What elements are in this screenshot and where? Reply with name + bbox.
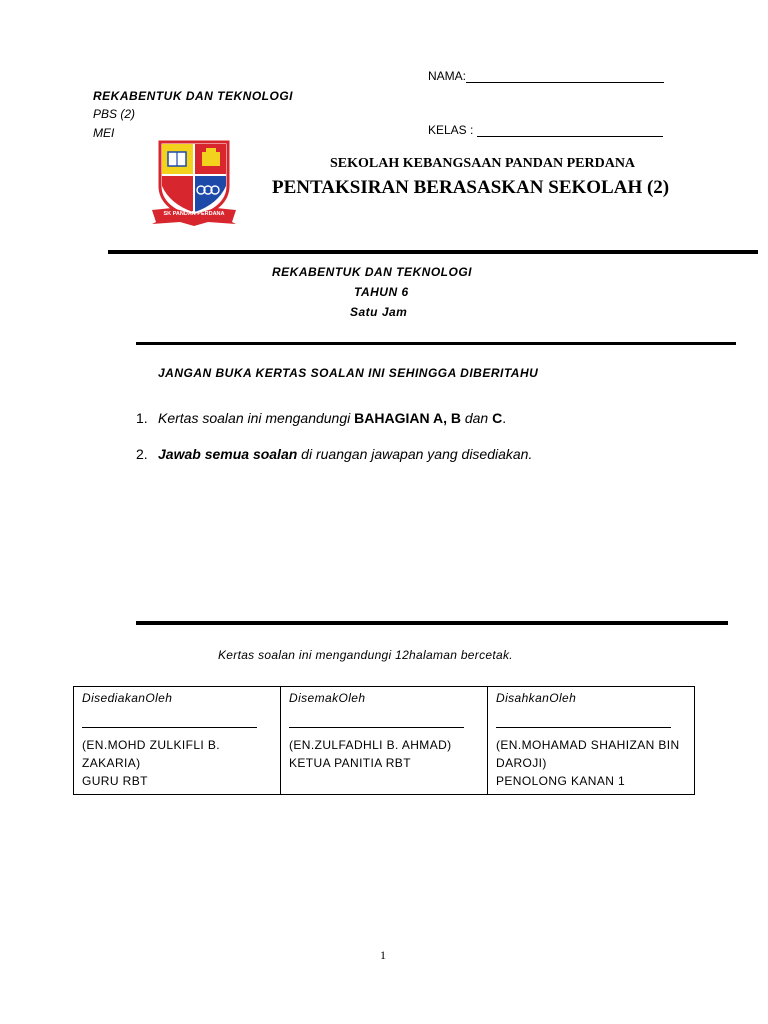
divider-bottom [136,621,728,625]
nama-field[interactable] [428,68,664,83]
instruction-1-text-mid: dan [460,410,493,426]
paper-subject: REKABENTUK DAN TEKNOLOGI [272,265,472,279]
kelas-blank[interactable] [477,122,663,137]
instruction-2-text-post: di ruangan jawapan yang disediakan. [297,446,533,462]
header-assessment: PBS (2) [93,107,136,121]
nama-label: NAMA: [428,69,467,83]
kelas-label: KELAS : [428,123,474,137]
instruction-2-text-bold: Jawab semua soalan [158,446,298,462]
signature-header: DisahkanOleh [496,691,577,705]
exam-title: PENTAKSIRAN BERASASKAN SEKOLAH (2) [272,177,670,198]
nama-blank[interactable] [466,68,664,83]
signatory-name: (EN.MOHD ZULKIFLI B. ZAKARIA) [82,738,221,770]
instruction-1-text-bold2: C [492,410,503,426]
signature-cell-approved [488,687,695,795]
header-month: MEI [93,126,115,140]
page-number: 1 [380,948,386,962]
instruction-2-number: 2. [136,446,148,462]
header-subject: REKABENTUK DAN TEKNOLOGI [93,89,293,103]
paper-year: TAHUN 6 [354,285,409,299]
school-logo [148,138,240,230]
divider-top [108,250,758,254]
instruction-1 [136,410,506,426]
divider-middle [136,342,736,345]
signature-line[interactable] [289,727,464,728]
signature-line[interactable] [82,727,257,728]
school-name: SEKOLAH KEBANGSAAN PANDAN PERDANA [330,156,636,171]
signatory-role: GURU RBT [82,774,148,788]
signature-table [73,686,695,795]
instruction-2 [136,446,532,462]
signature-cell-checked [281,687,488,795]
instruction-1-text-post: . [502,410,507,426]
signature-header: DisediakanOleh [82,691,173,705]
paper-duration: Satu Jam [350,305,408,319]
warning-text: JANGAN BUKA KERTAS SOALAN INI SEHINGGA DIBERITAHU [158,366,539,380]
signature-line[interactable] [496,727,671,728]
signatory-role: KETUA PANITIA RBT [289,756,411,770]
instruction-1-text-bold: BAHAGIAN A, B [354,410,461,426]
instruction-1-text-pre: Kertas soalan ini mengandungi [158,410,355,426]
instruction-1-number: 1. [136,410,148,426]
kelas-field[interactable] [428,122,663,137]
signatory-name: (EN.MOHAMAD SHAHIZAN BIN DAROJI) [496,738,680,770]
signatory-name: (EN.ZULFADHLI B. AHMAD) [289,738,452,752]
page-count-note: Kertas soalan ini mengandungi 12halaman bercetak. [218,648,513,662]
logo-text: SK PANDAN PERDANA [163,211,225,217]
signature-header: DisemakOleh [289,691,366,705]
signatory-role: PENOLONG KANAN 1 [496,774,626,788]
signature-cell-prepared [74,687,281,795]
